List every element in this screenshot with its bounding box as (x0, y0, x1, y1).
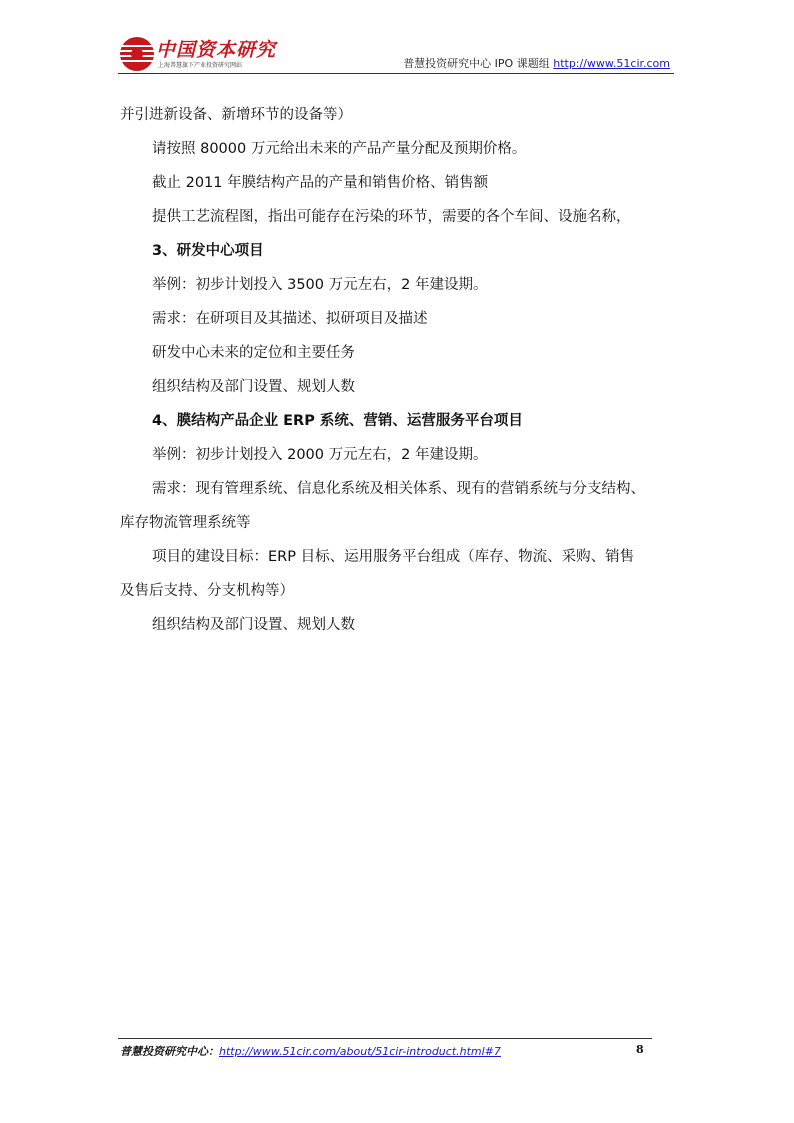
header-link[interactable]: http://www.51cir.com (553, 57, 670, 70)
paragraph: 举例：初步计划投入 2000 万元左右，2 年建设期。 (152, 447, 488, 463)
logo-title: 中国资本研究 (156, 39, 277, 61)
header-org-text: 普慧投资研究中心 IPO 课题组 (403, 57, 554, 70)
header-divider (118, 73, 674, 74)
logo-subtitle: 上海普慧旗下产业投资研究网站 (158, 62, 243, 69)
logo (118, 34, 318, 74)
paragraph: 截止 2011 年膜结构产品的产量和销售价格、销售额 (152, 175, 489, 191)
paragraph: 项目的建设目标：ERP 目标、运用服务平台组成（库存、物流、采购、销售 (152, 549, 635, 565)
footer-label: 普慧投资研究中心： (120, 1045, 219, 1058)
paragraph: 请按照 80000 万元给出未来的产品产量分配及预期价格。 (152, 141, 527, 157)
paragraph: 需求：在研项目及其描述、拟研项目及描述 (152, 311, 428, 327)
footer-source (120, 1043, 501, 1059)
footer-divider (118, 1038, 652, 1039)
page-number: 8 (636, 1043, 644, 1056)
paragraph: 举例：初步计划投入 3500 万元左右，2 年建设期。 (152, 277, 488, 293)
header-org (403, 55, 670, 71)
paragraph: 组织结构及部门设置、规划人数 (152, 379, 355, 395)
document-body (120, 98, 680, 642)
section-heading: 3、研发中心项目 (152, 243, 264, 259)
paragraph: 及售后支持、分支机构等） (120, 583, 294, 599)
section-heading: 4、膜结构产品企业 ERP 系统、营销、运营服务平台项目 (152, 413, 523, 429)
page-header (118, 30, 674, 74)
logo-circle-icon (118, 34, 156, 74)
paragraph: 提供工艺流程图，指出可能存在污染的环节，需要的各个车间、设施名称， (152, 209, 631, 225)
footer-link[interactable]: http://www.51cir.com/about/51cir-introduct.html#7 (219, 1045, 501, 1058)
paragraph: 需求：现有管理系统、信息化系统及相关体系、现有的营销系统与分支结构、 (152, 481, 645, 497)
paragraph: 并引进新设备、新增环节的设备等） (120, 107, 352, 123)
paragraph: 库存物流管理系统等 (120, 515, 251, 531)
paragraph: 组织结构及部门设置、规划人数 (152, 617, 355, 633)
paragraph: 研发中心未来的定位和主要任务 (152, 345, 355, 361)
